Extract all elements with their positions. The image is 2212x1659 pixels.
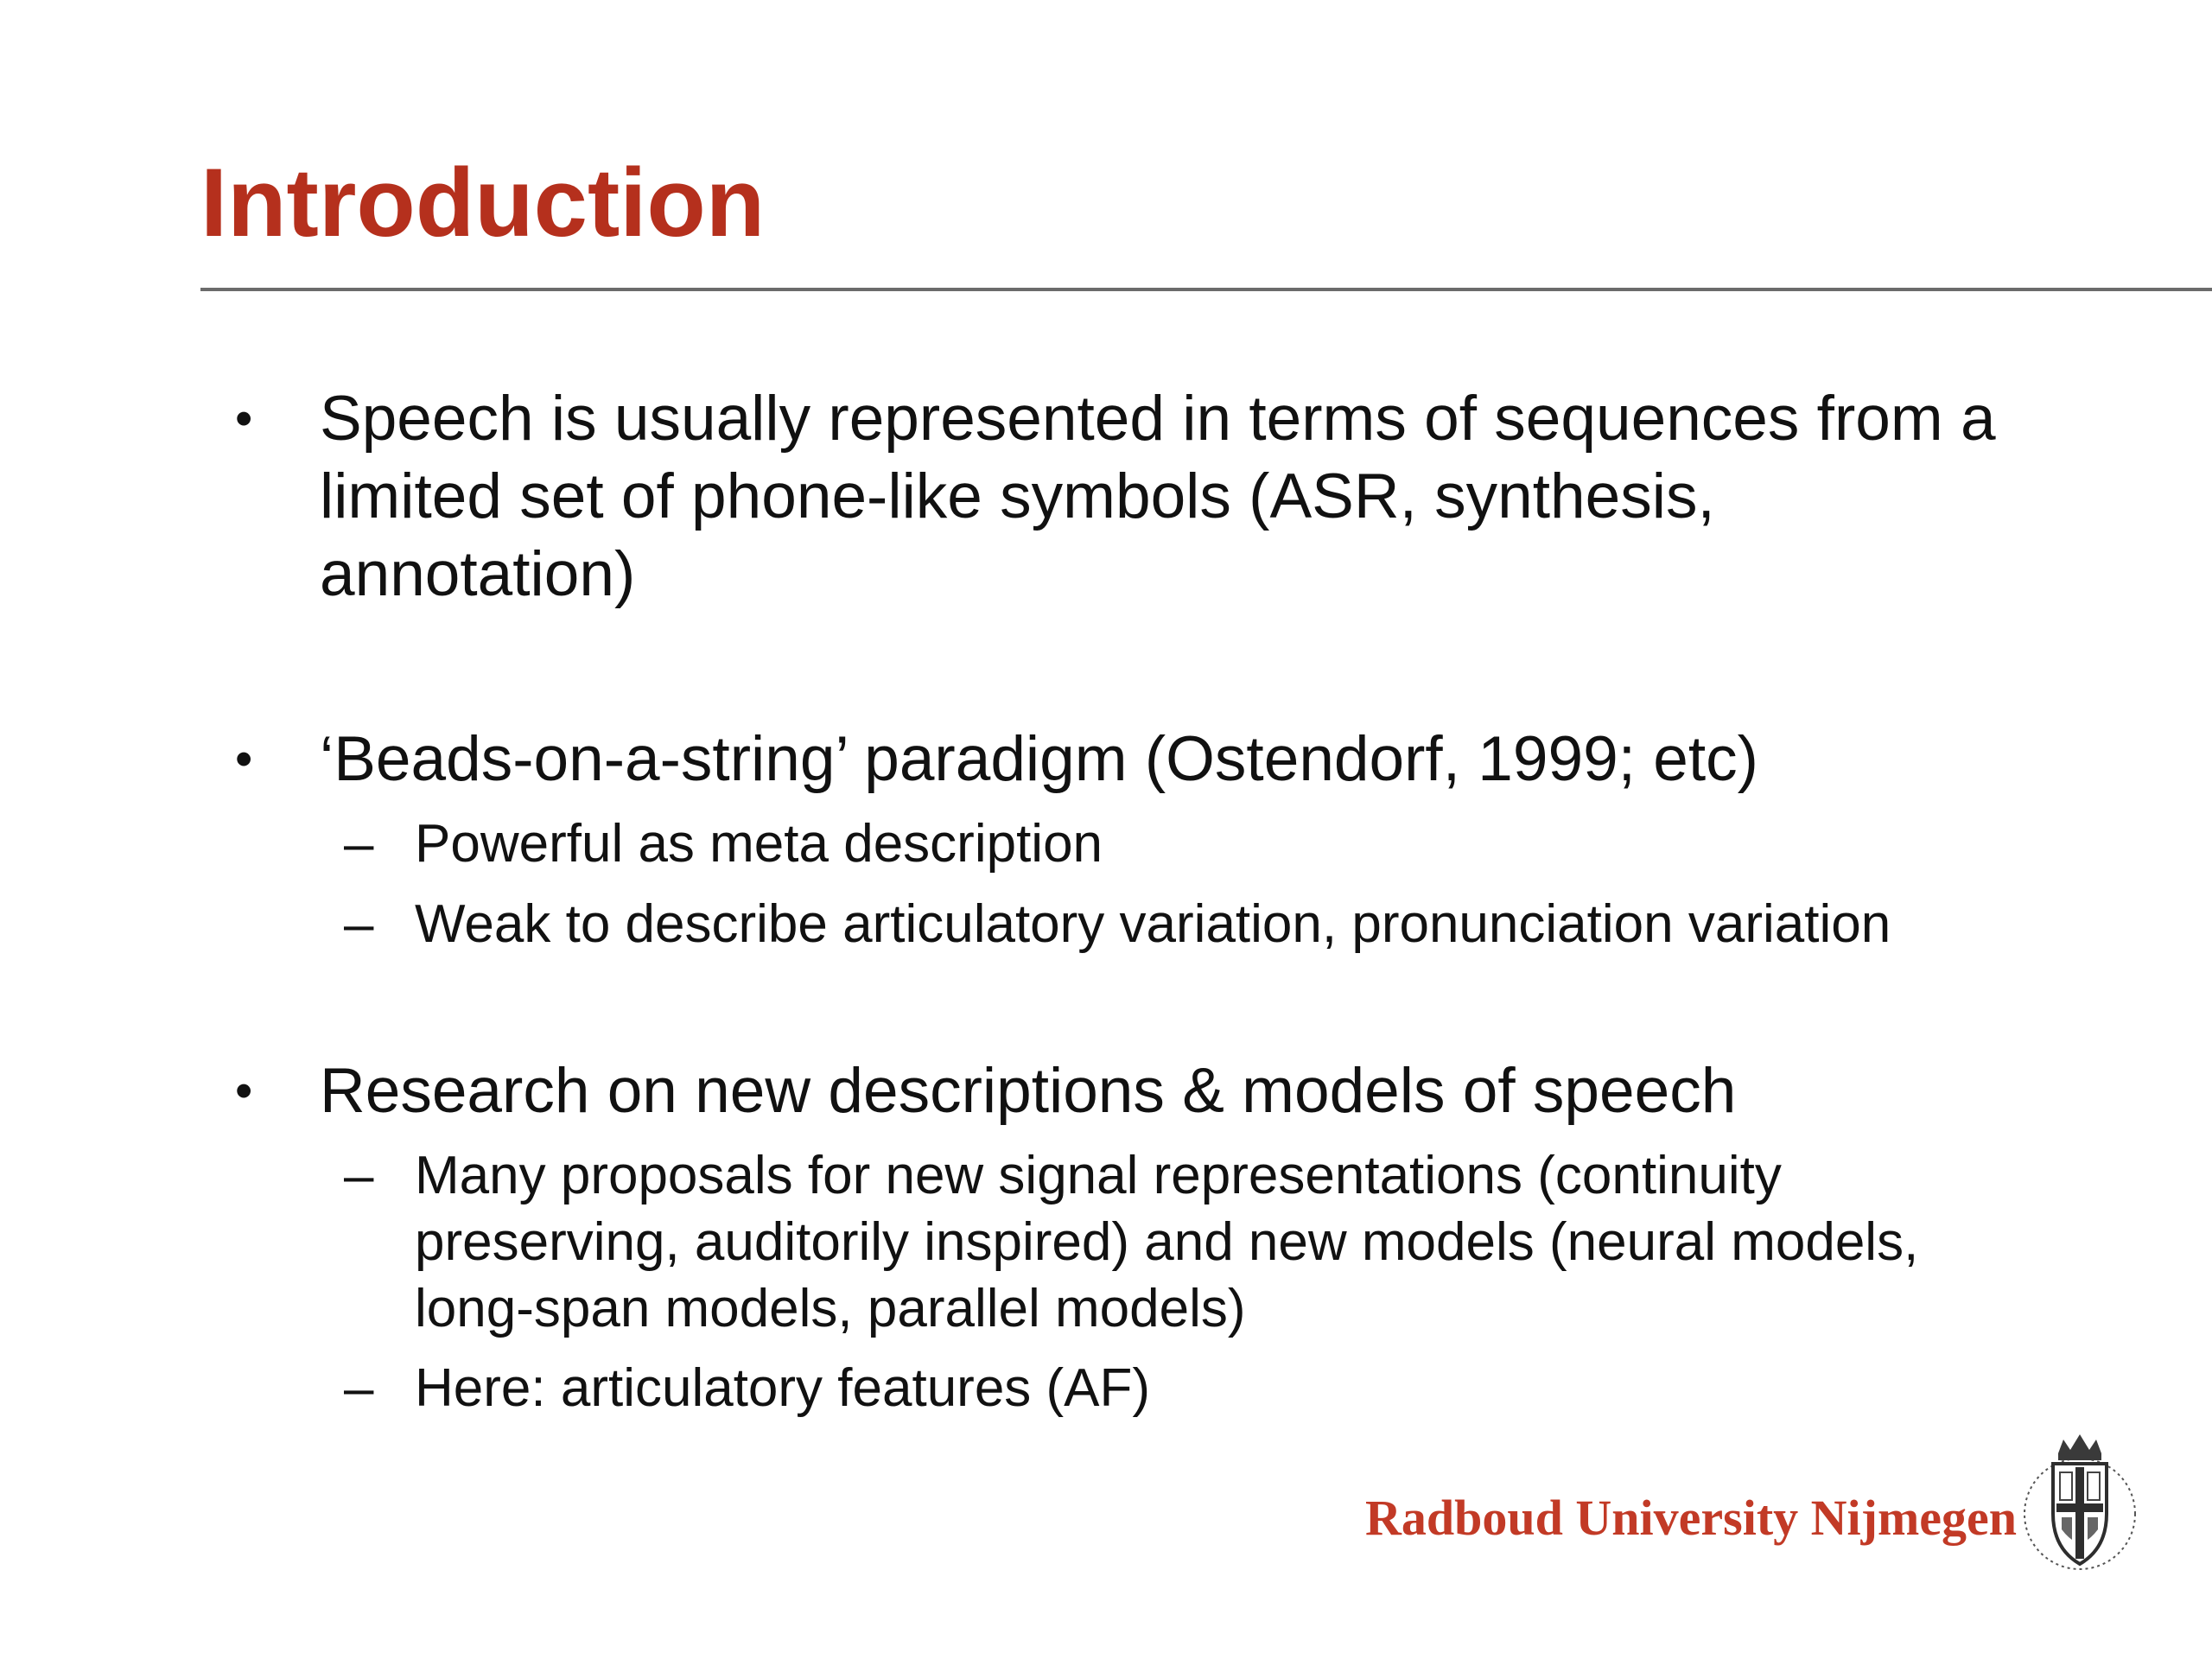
bullet-marker: •	[235, 391, 253, 447]
sub-item-marker: –	[344, 814, 374, 874]
university-logo-text: Radboud University Nijmegen	[1365, 1490, 2018, 1546]
slide-title: Introduction	[200, 149, 766, 257]
bullet-marker: •	[235, 731, 253, 787]
sub-item-marker: –	[344, 1358, 374, 1418]
bullet-text: ‘Beads-on-a-string’ paradigm (Ostendorf, 1999; etc)	[320, 724, 1758, 794]
bullet-text: Speech is usually represented in terms of sequences from a limited set of phone-like symbols (ASR, synthesis, annotation)	[320, 384, 2031, 609]
bullet-marker: •	[235, 1063, 253, 1119]
sub-item-text: Powerful as meta description	[415, 814, 1103, 874]
sub-item-marker: –	[344, 894, 374, 954]
sub-item-text: Here: articulatory features (AF)	[415, 1358, 1151, 1418]
bullet-text: Research on new descriptions & models of speech	[320, 1056, 1737, 1126]
university-crest-icon	[2018, 1427, 2141, 1585]
sub-item-text: Many proposals for new signal representations (continuity preserving, auditorily inspired) and new models (neural models, long-span models, parallel models)	[415, 1146, 1934, 1338]
sub-item-text: Weak to describe articulatory variation, pronunciation variation	[415, 894, 1891, 954]
title-divider	[200, 288, 2212, 291]
sub-item-marker: –	[344, 1146, 374, 1205]
